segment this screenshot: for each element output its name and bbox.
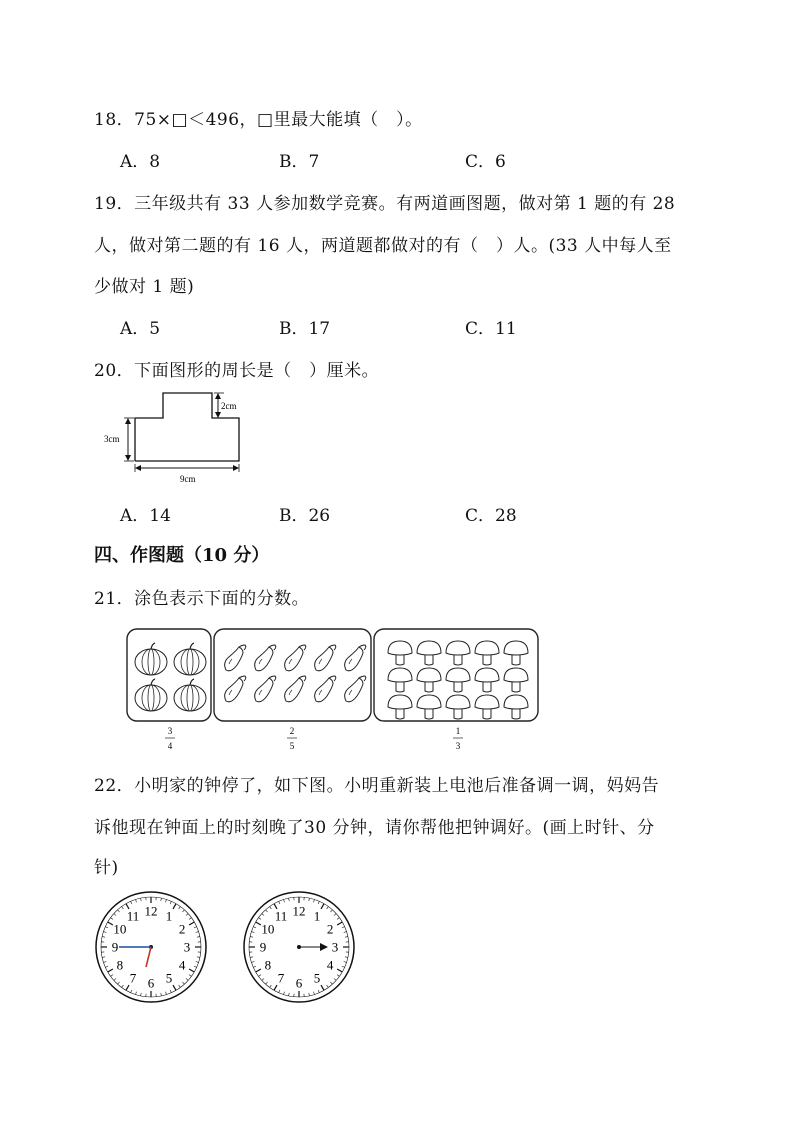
eggplant-icon[interactable] — [255, 676, 276, 702]
clock-number: 4 — [326, 957, 334, 973]
clock-number: 2 — [326, 921, 334, 937]
clock-number: 10 — [261, 921, 275, 937]
clock-number: 5 — [313, 970, 321, 986]
q19-line1: 19．三年级共有 33 人参加数学竞赛。有两道画图题，做对第 1 题的有 28 — [94, 194, 676, 214]
q22-line2: 诉他现在钟面上的时刻晚了30 分钟，请你帮他把钟调好。(画上时针、分 — [94, 818, 655, 838]
clock-number: 7 — [277, 970, 285, 986]
mushroom-icon[interactable] — [446, 641, 470, 665]
q18-option-c[interactable]: C．6 — [465, 152, 506, 172]
eggplant-icon[interactable] — [225, 676, 246, 702]
mushroom-icon[interactable] — [417, 668, 441, 692]
fraction-1-denominator: 4 — [167, 741, 173, 751]
q18-option-a[interactable]: A．8 — [120, 152, 161, 172]
q19-option-b[interactable]: B．17 — [279, 319, 331, 339]
clock-stopped — [96, 892, 206, 1002]
clock-number: 11 — [274, 908, 288, 924]
eggplant-icon[interactable] — [345, 645, 366, 671]
q20-text: 20．下面图形的周长是（ ）厘米。 — [94, 361, 380, 381]
q21-text: 21．涂色表示下面的分数。 — [94, 589, 310, 609]
mushroom-icon[interactable] — [504, 695, 528, 719]
mushroom-icon[interactable] — [504, 668, 528, 692]
figure-label-3cm: 3cm — [104, 434, 120, 444]
mushroom-icon[interactable] — [388, 641, 412, 665]
q20-option-a[interactable]: A．14 — [120, 506, 171, 526]
q19-option-c[interactable]: C．11 — [465, 319, 517, 339]
mushroom-icon[interactable] — [446, 668, 470, 692]
clocks-figure — [90, 888, 370, 1013]
q19-line2: 人，做对第二题的有 16 人，两道题都做对的有（ ）人。(33 人中每人至 — [94, 236, 672, 256]
eggplant-icon[interactable] — [285, 645, 306, 671]
clock-number: 11 — [126, 908, 140, 924]
clock-number: 10 — [113, 921, 127, 937]
fraction-2-numerator: 2 — [289, 726, 295, 736]
pumpkin-icon[interactable] — [174, 643, 206, 675]
mushroom-icon[interactable] — [388, 668, 412, 692]
clock-number: 2 — [178, 921, 186, 937]
clock-number: 8 — [264, 957, 272, 973]
clock-number: 9 — [111, 939, 119, 955]
clock-number: 1 — [313, 908, 321, 924]
mushroom-icon[interactable] — [388, 695, 412, 719]
pumpkin-icon[interactable] — [135, 679, 167, 711]
clock-number: 1 — [165, 908, 173, 924]
clock-number: 9 — [259, 939, 267, 955]
q19-line3: 少做对 1 题) — [94, 277, 195, 297]
perimeter-figure — [100, 388, 260, 488]
eggplant-icon[interactable] — [315, 676, 336, 702]
arrow-right-icon — [320, 943, 328, 951]
clock-number: 7 — [129, 970, 137, 986]
figure-label-9cm: 9cm — [180, 474, 196, 484]
mushroom-icon[interactable] — [417, 695, 441, 719]
q20-option-c[interactable]: C．28 — [465, 506, 517, 526]
q20-option-b[interactable]: B．26 — [279, 506, 331, 526]
q22-line3: 针) — [94, 858, 119, 878]
eggplant-icon[interactable] — [285, 676, 306, 702]
clock-number: 3 — [183, 939, 191, 955]
pumpkin-icon[interactable] — [174, 679, 206, 711]
clock-number: 3 — [331, 939, 339, 955]
eggplant-icon[interactable] — [345, 676, 366, 702]
hour-hand — [146, 947, 151, 967]
section-title: 四、作图题（10 分） — [94, 545, 270, 566]
clock-number: 5 — [165, 970, 173, 986]
q22-line1: 22．小明家的钟停了，如下图。小明重新装上电池后准备调一调，妈妈告 — [94, 776, 660, 796]
clock-number: 8 — [116, 957, 124, 973]
pumpkin-icon[interactable] — [135, 643, 167, 675]
mushroom-icon[interactable] — [475, 668, 499, 692]
clock-number: 12 — [292, 903, 306, 919]
fraction-1-numerator: 3 — [167, 726, 173, 736]
mushroom-icon[interactable] — [475, 695, 499, 719]
mushroom-icon[interactable] — [504, 641, 528, 665]
eggplant-icon[interactable] — [255, 645, 276, 671]
figure-label-2cm: 2cm — [221, 401, 237, 411]
clock-number: 6 — [295, 975, 303, 991]
clock-number: 6 — [147, 975, 155, 991]
clock-number: 12 — [144, 903, 158, 919]
q18-option-b[interactable]: B．7 — [279, 152, 320, 172]
q19-option-a[interactable]: A．5 — [120, 319, 161, 339]
mushroom-icon[interactable] — [417, 641, 441, 665]
eggplant-icon[interactable] — [315, 645, 336, 671]
clock-number: 4 — [178, 957, 186, 973]
mushroom-icon[interactable] — [446, 695, 470, 719]
eggplant-icon[interactable] — [225, 645, 246, 671]
fraction-3-numerator: 1 — [455, 726, 461, 736]
fraction-3-denominator: 3 — [455, 741, 461, 751]
fraction-figure — [120, 622, 550, 757]
mushroom-icon[interactable] — [475, 641, 499, 665]
fraction-2-denominator: 5 — [289, 741, 295, 751]
q18-text: 18．75×□＜496，□里最大能填（ ）。 — [94, 110, 423, 130]
